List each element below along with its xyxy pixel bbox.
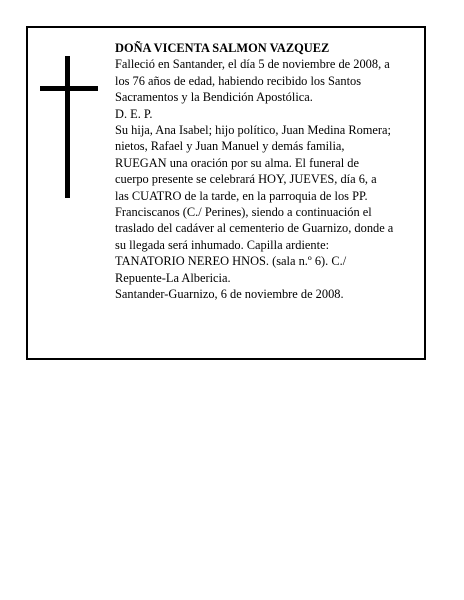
rip-line: D. E. P. [115, 106, 153, 121]
notice-line: las CUATRO de la tarde, en la parroquia de los PP. [115, 188, 368, 203]
notice-line: Franciscanos (C./ Perines), siendo a continuación el [115, 205, 372, 220]
notice-line: nietos, Rafael y Juan Manuel y demás familia, [115, 139, 345, 154]
notice-line: los 76 años de edad, habiendo recibido los Santos [115, 73, 362, 88]
obituary-notice [26, 26, 426, 360]
notice-line: Su hija, Ana Isabel; hijo político, Juan Medina Romera; [115, 123, 391, 138]
cross-horizontal-bar [40, 86, 98, 91]
notice-line: cuerpo presente se celebrará HOY, JUEVES, día 6, a [115, 172, 377, 187]
notice-line: Falleció en Santander, el día 5 de noviembre de 2008, a [115, 57, 390, 72]
place-date-line: Santander-Guarnizo, 6 de noviembre de 2008. [115, 287, 344, 302]
notice-line: TANATORIO NEREO HNOS. (sala n.º 6). C./ [115, 254, 347, 269]
notice-line: su llegada será inhumado. Capilla ardiente: [115, 237, 330, 252]
notice-line: Sacramentos y la Bendición Apostólica. [115, 90, 313, 105]
cross-vertical-bar [65, 56, 70, 198]
notice-line: RUEGAN una oración por su alma. El funeral de [115, 155, 359, 170]
cross-icon [40, 56, 98, 198]
notice-line: Repuente-La Albericia. [115, 270, 231, 285]
notice-line: traslado del cadáver al cementerio de Guarnizo, donde a [115, 221, 394, 236]
deceased-name: DOÑA VICENTA SALMON VAZQUEZ [115, 41, 330, 55]
notice-text [115, 40, 429, 303]
